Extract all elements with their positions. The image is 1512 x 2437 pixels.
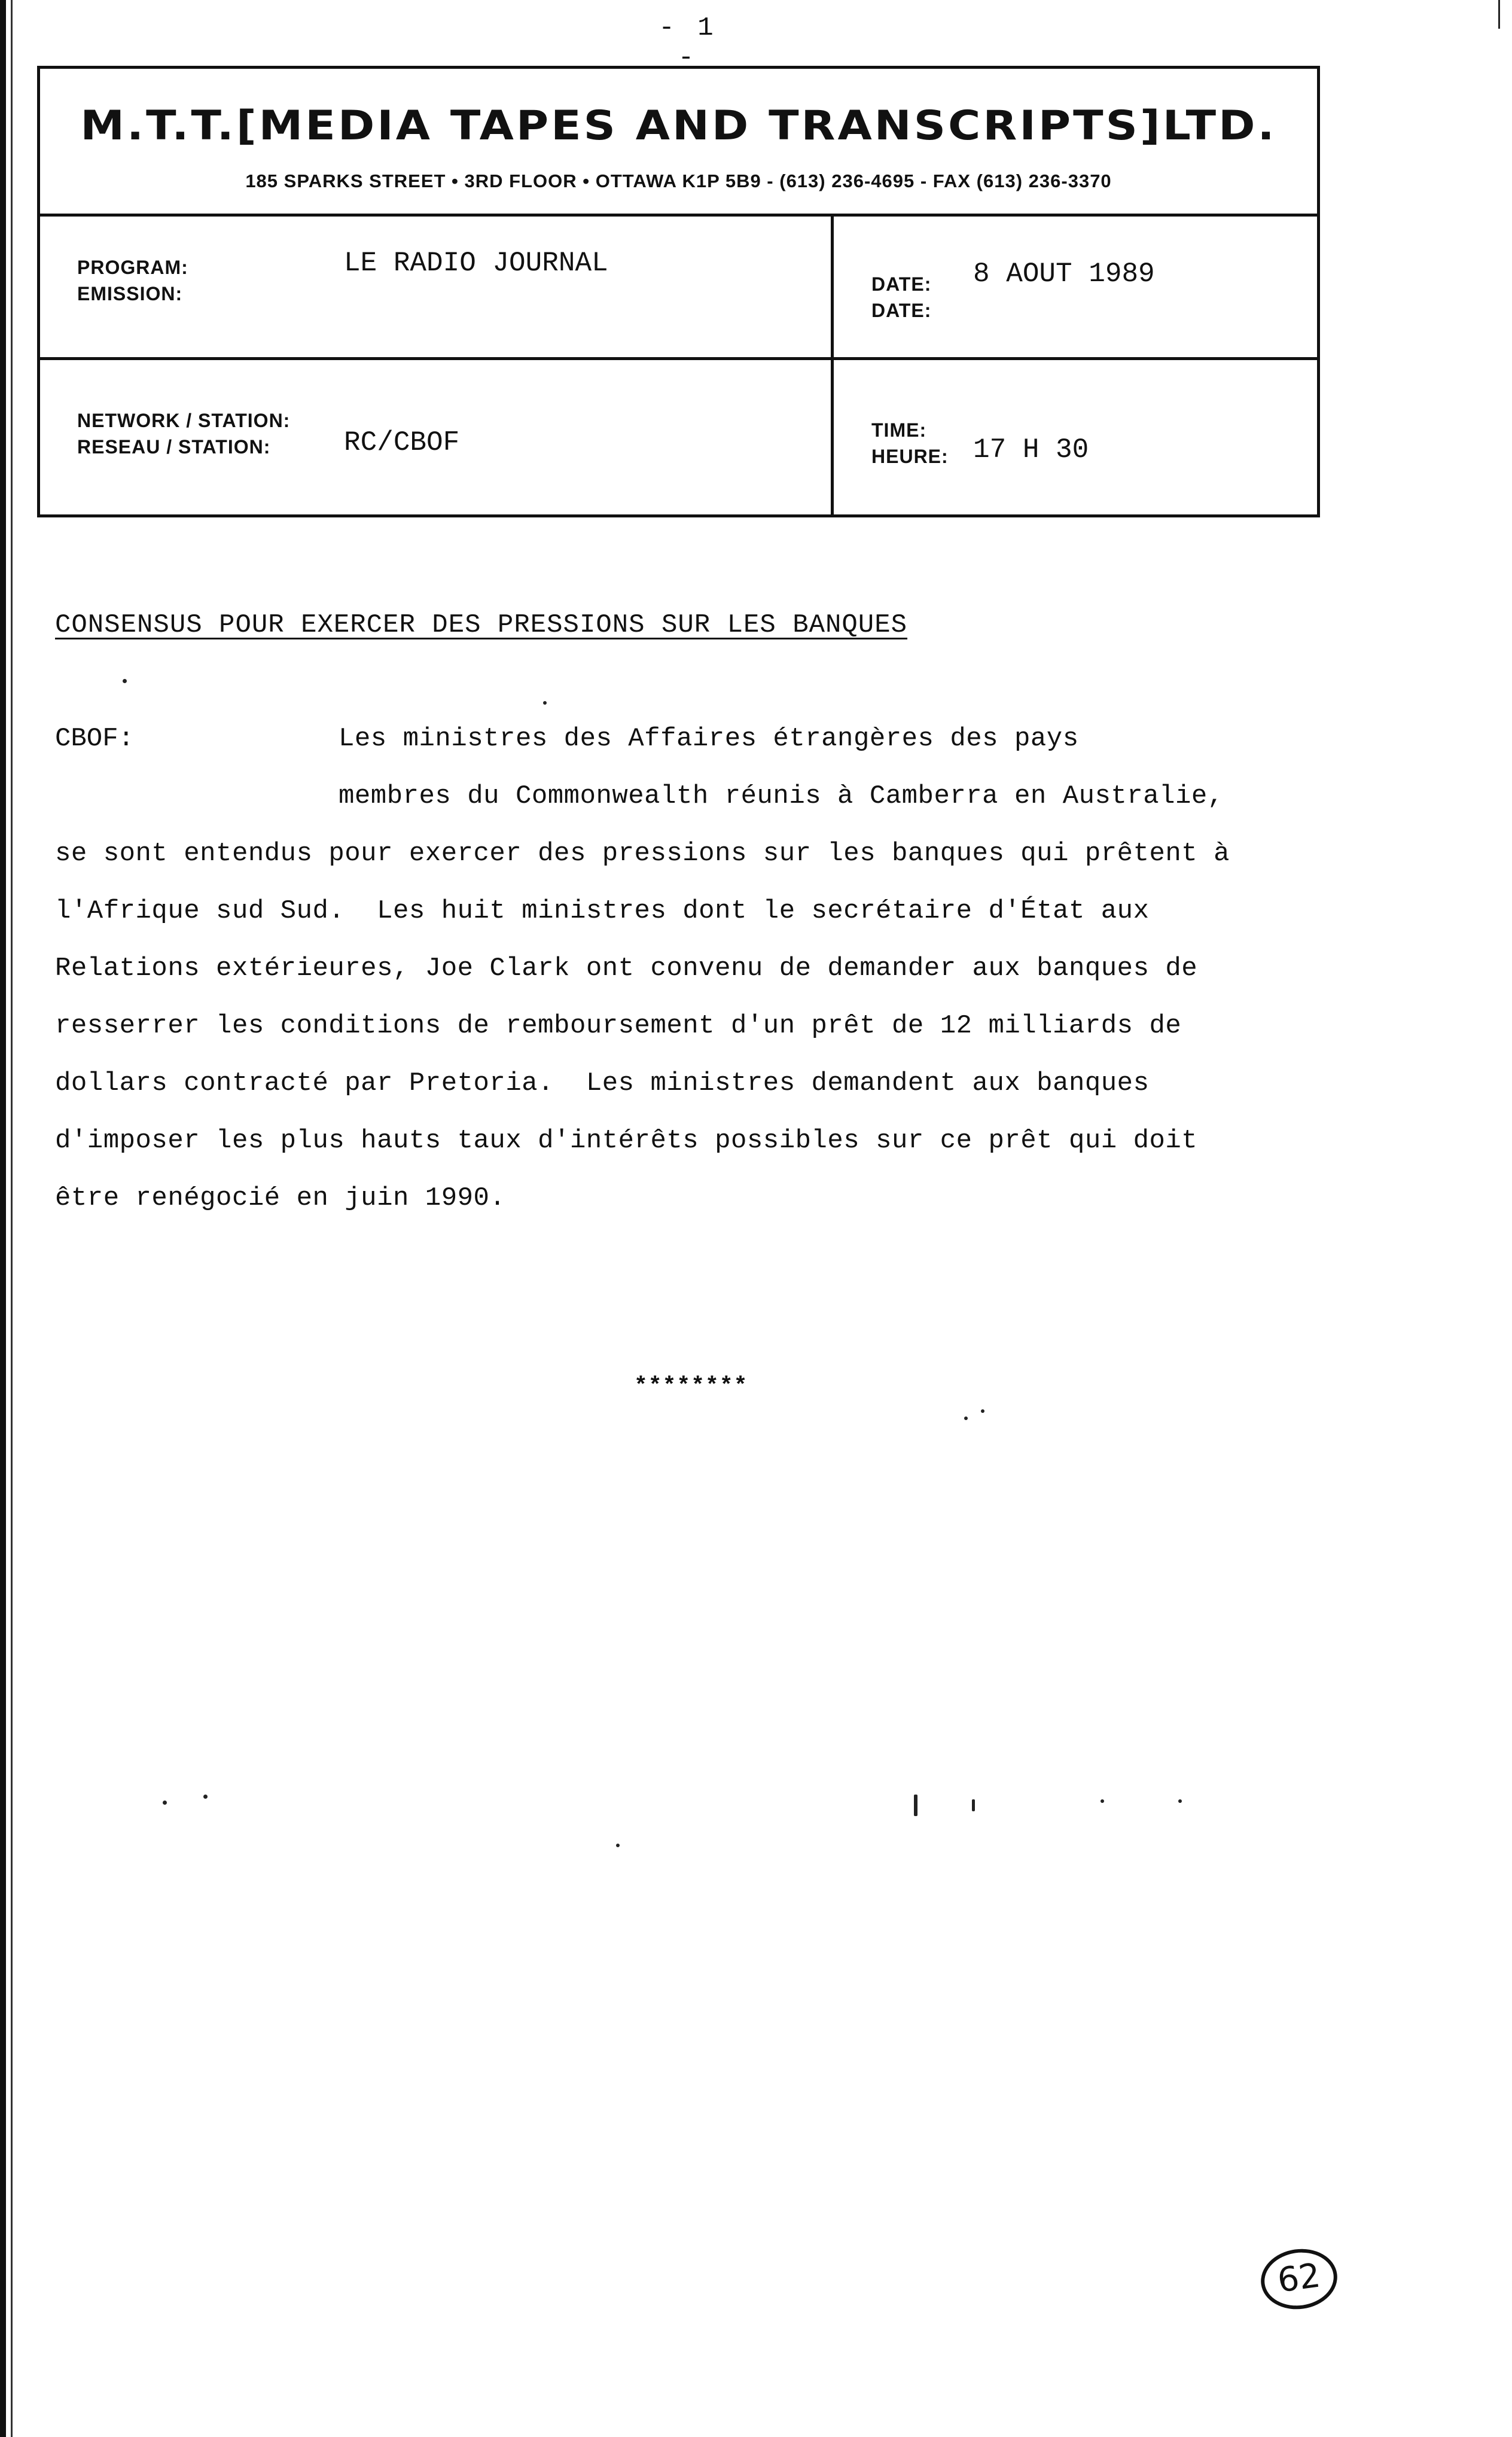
scan-speck: [972, 1799, 975, 1811]
network-value: RC/CBOF: [344, 427, 460, 458]
body-line: d'imposer les plus hauts taux d'intérêts possibles sur ce prêt qui doit: [55, 1126, 1198, 1156]
company-name: M.T.T.[MEDIA TAPES AND TRANSCRIPTS]LTD.: [80, 102, 1277, 150]
emission-label: EMISSION:: [77, 283, 183, 304]
company-address: 185 SPARKS STREET • 3RD FLOOR • OTTAWA K1P 5B9 - (613) 236-4695 - FAX (613) 236-3370: [245, 170, 1112, 191]
body-line: resserrer les conditions de remboursement d'un prêt de 12 milliards de: [55, 1011, 1182, 1041]
network-label: NETWORK / STATION:: [77, 410, 291, 431]
body-line: membres du Commonwealth réunis à Camberra en Australie,: [339, 781, 1224, 811]
scan-speck: [981, 1409, 984, 1413]
scan-speck: [1101, 1799, 1104, 1803]
date-label-fr: DATE:: [871, 300, 932, 321]
body-line: Les ministres des Affaires étrangères des pays: [339, 724, 1079, 754]
scan-speck: [616, 1844, 620, 1847]
page-number: - 1 -: [659, 13, 717, 73]
scan-speck: [914, 1795, 917, 1816]
scan-speck: [203, 1795, 208, 1799]
speaker-label: CBOF:: [55, 724, 135, 754]
left-margin-rule: [0, 0, 6, 2437]
scan-speck: [964, 1416, 968, 1420]
body-line: dollars contracté par Pretoria. Les ministres demandent aux banques: [55, 1068, 1150, 1098]
time-value: 17 H 30: [973, 434, 1089, 465]
header-divider-middle: [37, 357, 1320, 360]
body-line: Relations extérieures, Joe Clark ont convenu de demander aux banques de: [55, 954, 1198, 983]
program-value: LE RADIO JOURNAL: [344, 248, 608, 279]
reseau-label: RESEAU / STATION:: [77, 436, 271, 458]
time-label: TIME:: [871, 419, 927, 441]
date-value: 8 AOUT 1989: [973, 258, 1155, 290]
scan-speck: [163, 1801, 167, 1805]
heure-label: HEURE:: [871, 446, 949, 467]
header-divider-top: [37, 214, 1320, 217]
scan-speck: [543, 701, 547, 705]
program-label: PROGRAM:: [77, 257, 188, 278]
body-line: se sont entendus pour exercer des pressions sur les banques qui prêtent à: [55, 839, 1230, 869]
scan-speck: [1178, 1799, 1182, 1803]
date-label-en: DATE:: [871, 273, 932, 295]
body-line: être renégocié en juin 1990.: [55, 1183, 506, 1213]
header-divider-vertical: [831, 214, 834, 517]
left-margin-rule-inner: [11, 0, 13, 2437]
end-of-story-separator: ********: [634, 1373, 748, 1399]
transcript-header-box: [37, 66, 1320, 517]
body-line: l'Afrique sud Sud. Les huit ministres dont le secrétaire d'État aux: [55, 896, 1150, 926]
story-headline: CONSENSUS POUR EXERCER DES PRESSIONS SUR LES BANQUES: [55, 610, 908, 640]
page-number-stamp: 62: [1257, 2244, 1342, 2314]
scan-speck: [123, 679, 127, 683]
right-edge-mark: [1498, 0, 1500, 29]
